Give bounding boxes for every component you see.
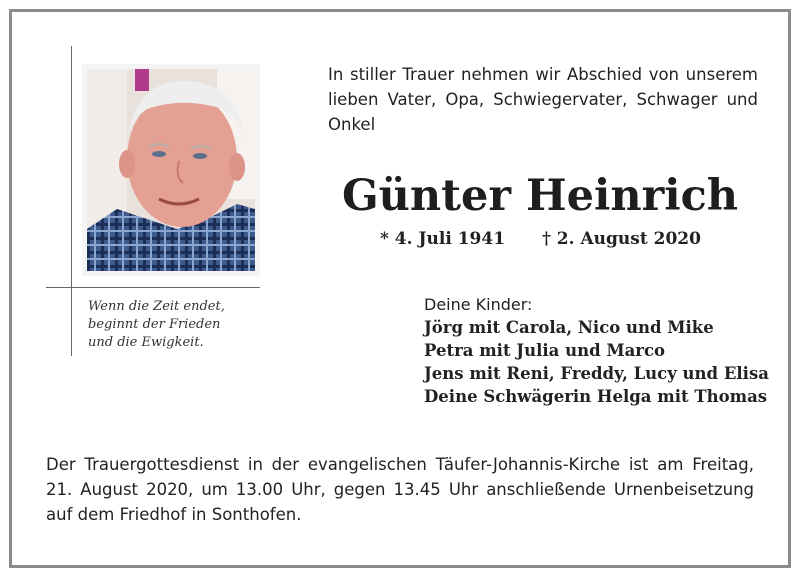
survivor-line: Petra mit Julia und Marco bbox=[424, 341, 666, 360]
vertical-rule bbox=[71, 46, 72, 356]
intro-text: In stiller Trauer nehmen wir Abschied von unserem lieben Vater, Opa, Schwiegervater, Schwager und Onkel bbox=[328, 65, 758, 134]
survivor-line: Jens mit Reni, Freddy, Lucy und Elisa bbox=[424, 364, 769, 383]
service-line: auf dem Friedhof in Sonthofen. bbox=[46, 505, 302, 524]
survivors-list bbox=[424, 293, 769, 408]
quote-line: und die Ewigkeit. bbox=[88, 335, 204, 350]
service-line: Der Trauergottesdienst in der evangelischen Täufer-Johannis-Kirche ist am Freitag, bbox=[46, 455, 754, 474]
survivor-line: Jörg mit Carola, Nico und Mike bbox=[424, 318, 714, 337]
horizontal-rule bbox=[46, 287, 260, 288]
survivors-lead: Deine Kinder: bbox=[424, 295, 533, 314]
quote-line: Wenn die Zeit endet, bbox=[88, 299, 225, 314]
quote-line: beginnt der Frieden bbox=[88, 317, 221, 332]
memorial-quote bbox=[88, 298, 225, 352]
death-date: † 2. August 2020 bbox=[542, 229, 701, 249]
birth-date: * 4. Juli 1941 bbox=[380, 229, 506, 249]
portrait-photo bbox=[82, 64, 260, 276]
survivor-line: Deine Schwägerin Helga mit Thomas bbox=[424, 387, 768, 406]
service-announcement bbox=[46, 452, 754, 527]
deceased-name: Günter Heinrich bbox=[341, 171, 739, 221]
service-line: 21. August 2020, um 13.00 Uhr, gegen 13.45 Uhr anschließende Urnenbeisetzung bbox=[46, 480, 754, 499]
